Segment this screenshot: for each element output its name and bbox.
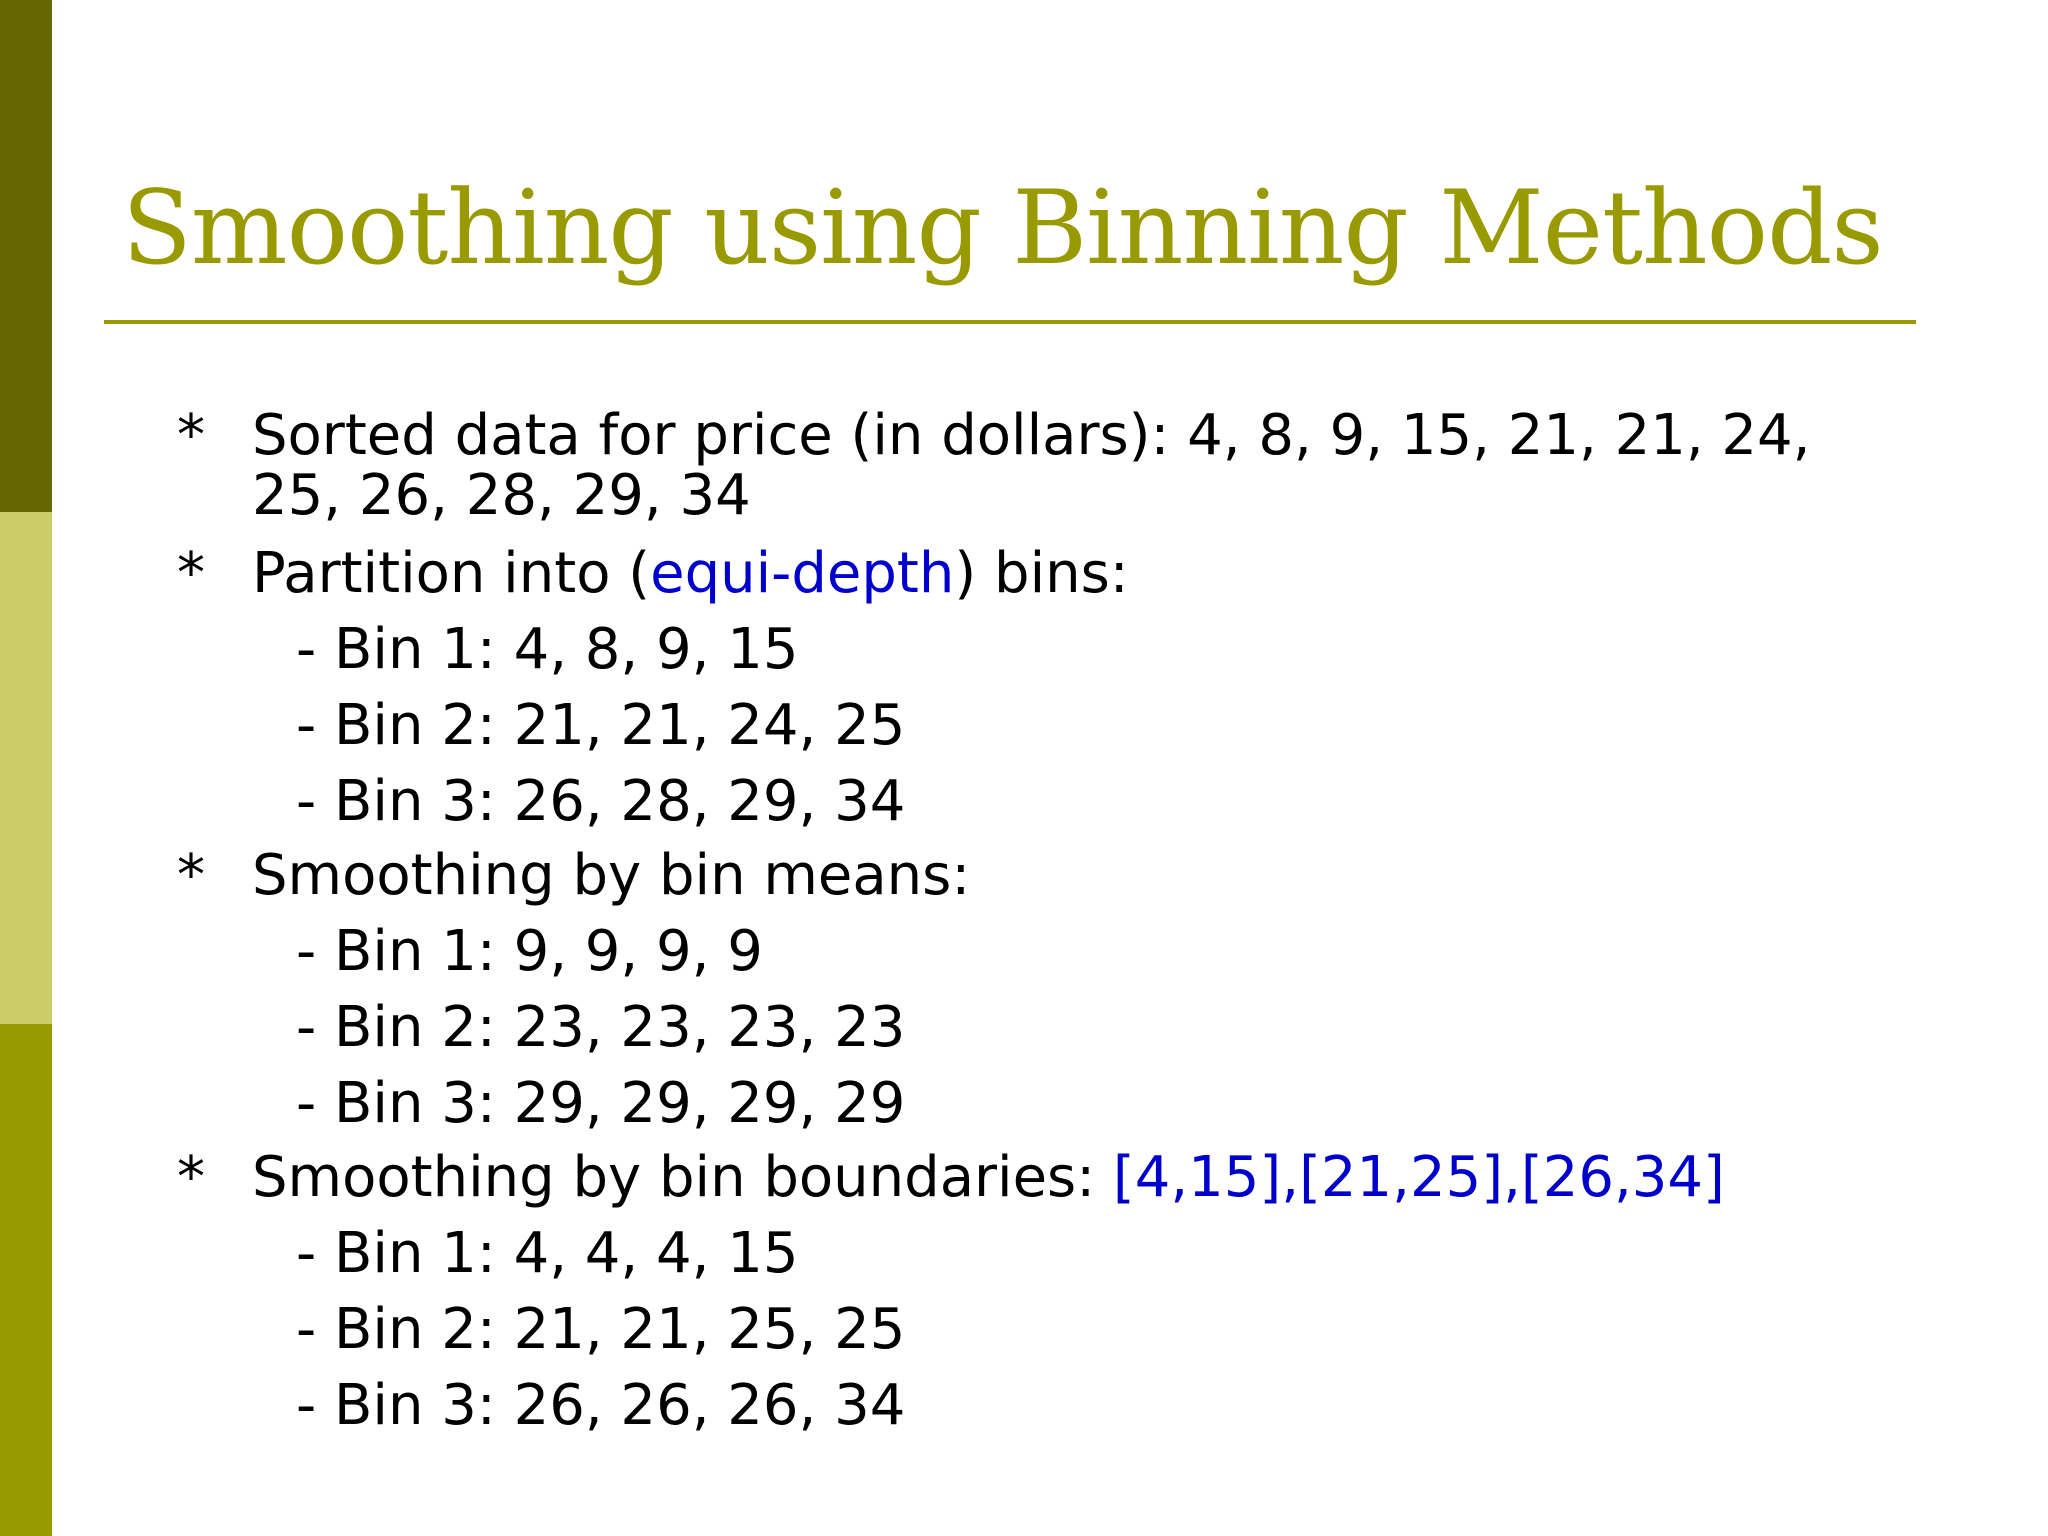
boundaries-line: [252, 1145, 1725, 1210]
boundaries-prefix: Smoothing by bin boundaries:: [252, 1145, 1113, 1210]
bullet-marker: *: [177, 403, 205, 468]
partition-line: [252, 541, 1129, 606]
slide-title: Smoothing using Binning Methods: [122, 169, 1883, 288]
boundaries-bin-1: - Bin 1: 4, 4, 4, 15: [296, 1221, 799, 1286]
means-bin-1: - Bin 1: 9, 9, 9, 9: [296, 919, 763, 984]
equi-depth-highlight: equi-depth: [650, 541, 955, 606]
partition-prefix: Partition into (: [252, 541, 651, 606]
means-bin-2: - Bin 2: 23, 23, 23, 23: [296, 995, 906, 1060]
boundaries-bin-3: - Bin 3: 26, 26, 26, 34: [296, 1373, 906, 1438]
partition-bin-3: - Bin 3: 26, 28, 29, 34: [296, 769, 906, 834]
partition-bin-2: - Bin 2: 21, 21, 24, 25: [296, 693, 906, 758]
partition-suffix: ) bins:: [954, 541, 1129, 606]
sorted-data-line-cont: 25, 26, 28, 29, 34: [252, 463, 751, 528]
bullet-marker: *: [177, 843, 205, 908]
bullet-marker: *: [177, 1145, 205, 1210]
boundaries-highlight: [4,15],[21,25],[26,34]: [1112, 1145, 1725, 1210]
bullet-marker: *: [177, 541, 205, 606]
partition-bin-1: - Bin 1: 4, 8, 9, 15: [296, 617, 799, 682]
sorted-data-line: Sorted data for price (in dollars): 4, 8, 9, 15, 21, 21, 24,: [252, 403, 1811, 468]
means-bin-3: - Bin 3: 29, 29, 29, 29: [296, 1071, 906, 1136]
boundaries-bin-2: - Bin 2: 21, 21, 25, 25: [296, 1297, 906, 1362]
means-line: Smoothing by bin means:: [252, 843, 971, 908]
